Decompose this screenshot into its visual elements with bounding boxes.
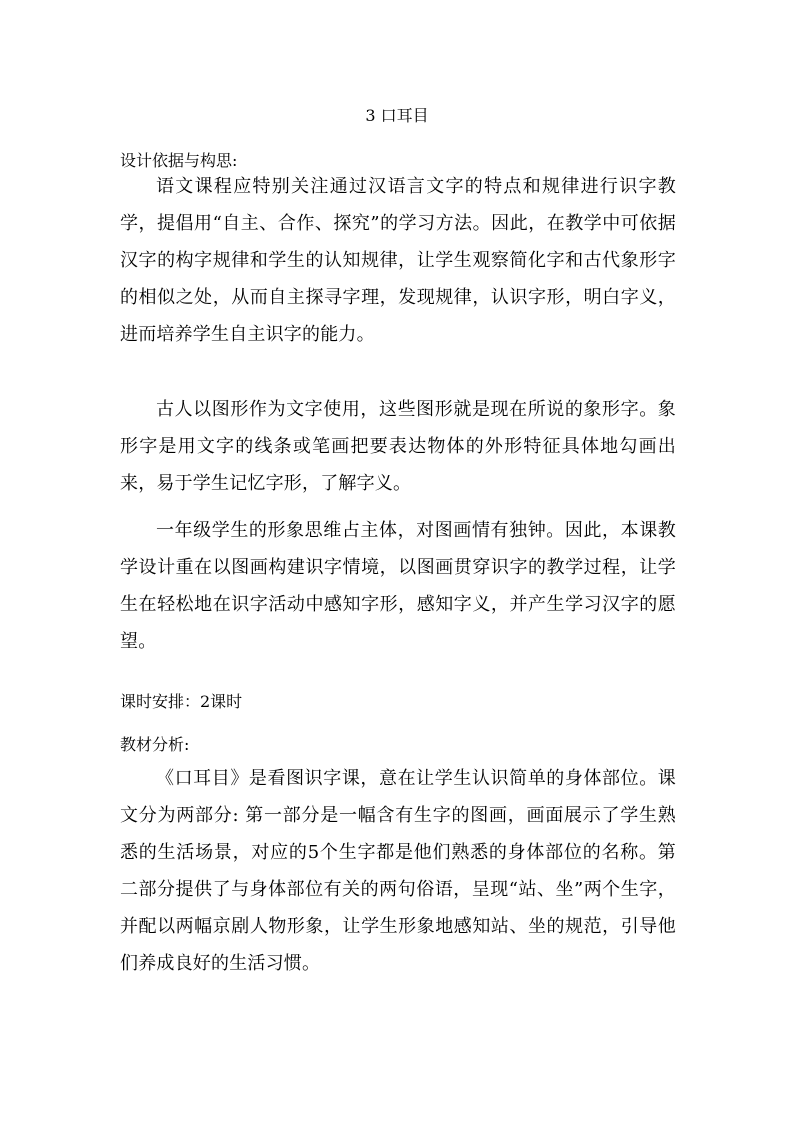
paragraph-design-2: 古人以图形作为文字使用，这些图形就是现在所说的象形字。象形字是用文字的线条或笔画把要表达物体的外形特征具体地勾画出来，易于学生记忆字形，了解字义。 [120,399,676,494]
paragraph-design-3: 一年级学生的形象思维占主体，对图画情有独钟。因此，本课教学设计重在以图画构建识字情境，以图画贯穿识字的教学过程，让学生在轻松地在识字活动中感知字形，感知字义，并产生学习汉字的愿望。 [120,520,676,652]
paragraph-design-1: 语文课程应特别关注通过汉语言文字的特点和规律进行识字教学，提倡用“自主、合作、探究”的学习方法。因此，在教学中可依据汉字的构字规律和学生的认知规律，让学生观察简化字和古代象形字的相似之处，从而自主探寻字理，发现规律，认识字形，明白字义，进而培养学生自主识字的能力。 [120,176,676,345]
section-heading-design-basis: 设计依据与构思: [120,151,238,170]
section-heading-textbook-analysis: 教材分析: [120,735,190,754]
section-heading-schedule: 课时安排：2课时 [120,692,243,711]
paragraph-textbook-analysis: 《口耳目》是看图识字课，意在让学生认识简单的身体部位。课文分为两部分: 第一部分是一幅含有生字的图画，画面展示了学生熟悉的生活场景，对应的5个生字都是他们熟悉的身体部位的名称。第二部分提供了与身体部位有关的两句俗语，呈现“站、坐”两个生字，并配以两幅京剧人物形象，让学生形象地感知站、坐的规范，引导他们养成良好的生活习惯。 [120,768,676,974]
lesson-title: 3 口耳目 [365,106,429,125]
